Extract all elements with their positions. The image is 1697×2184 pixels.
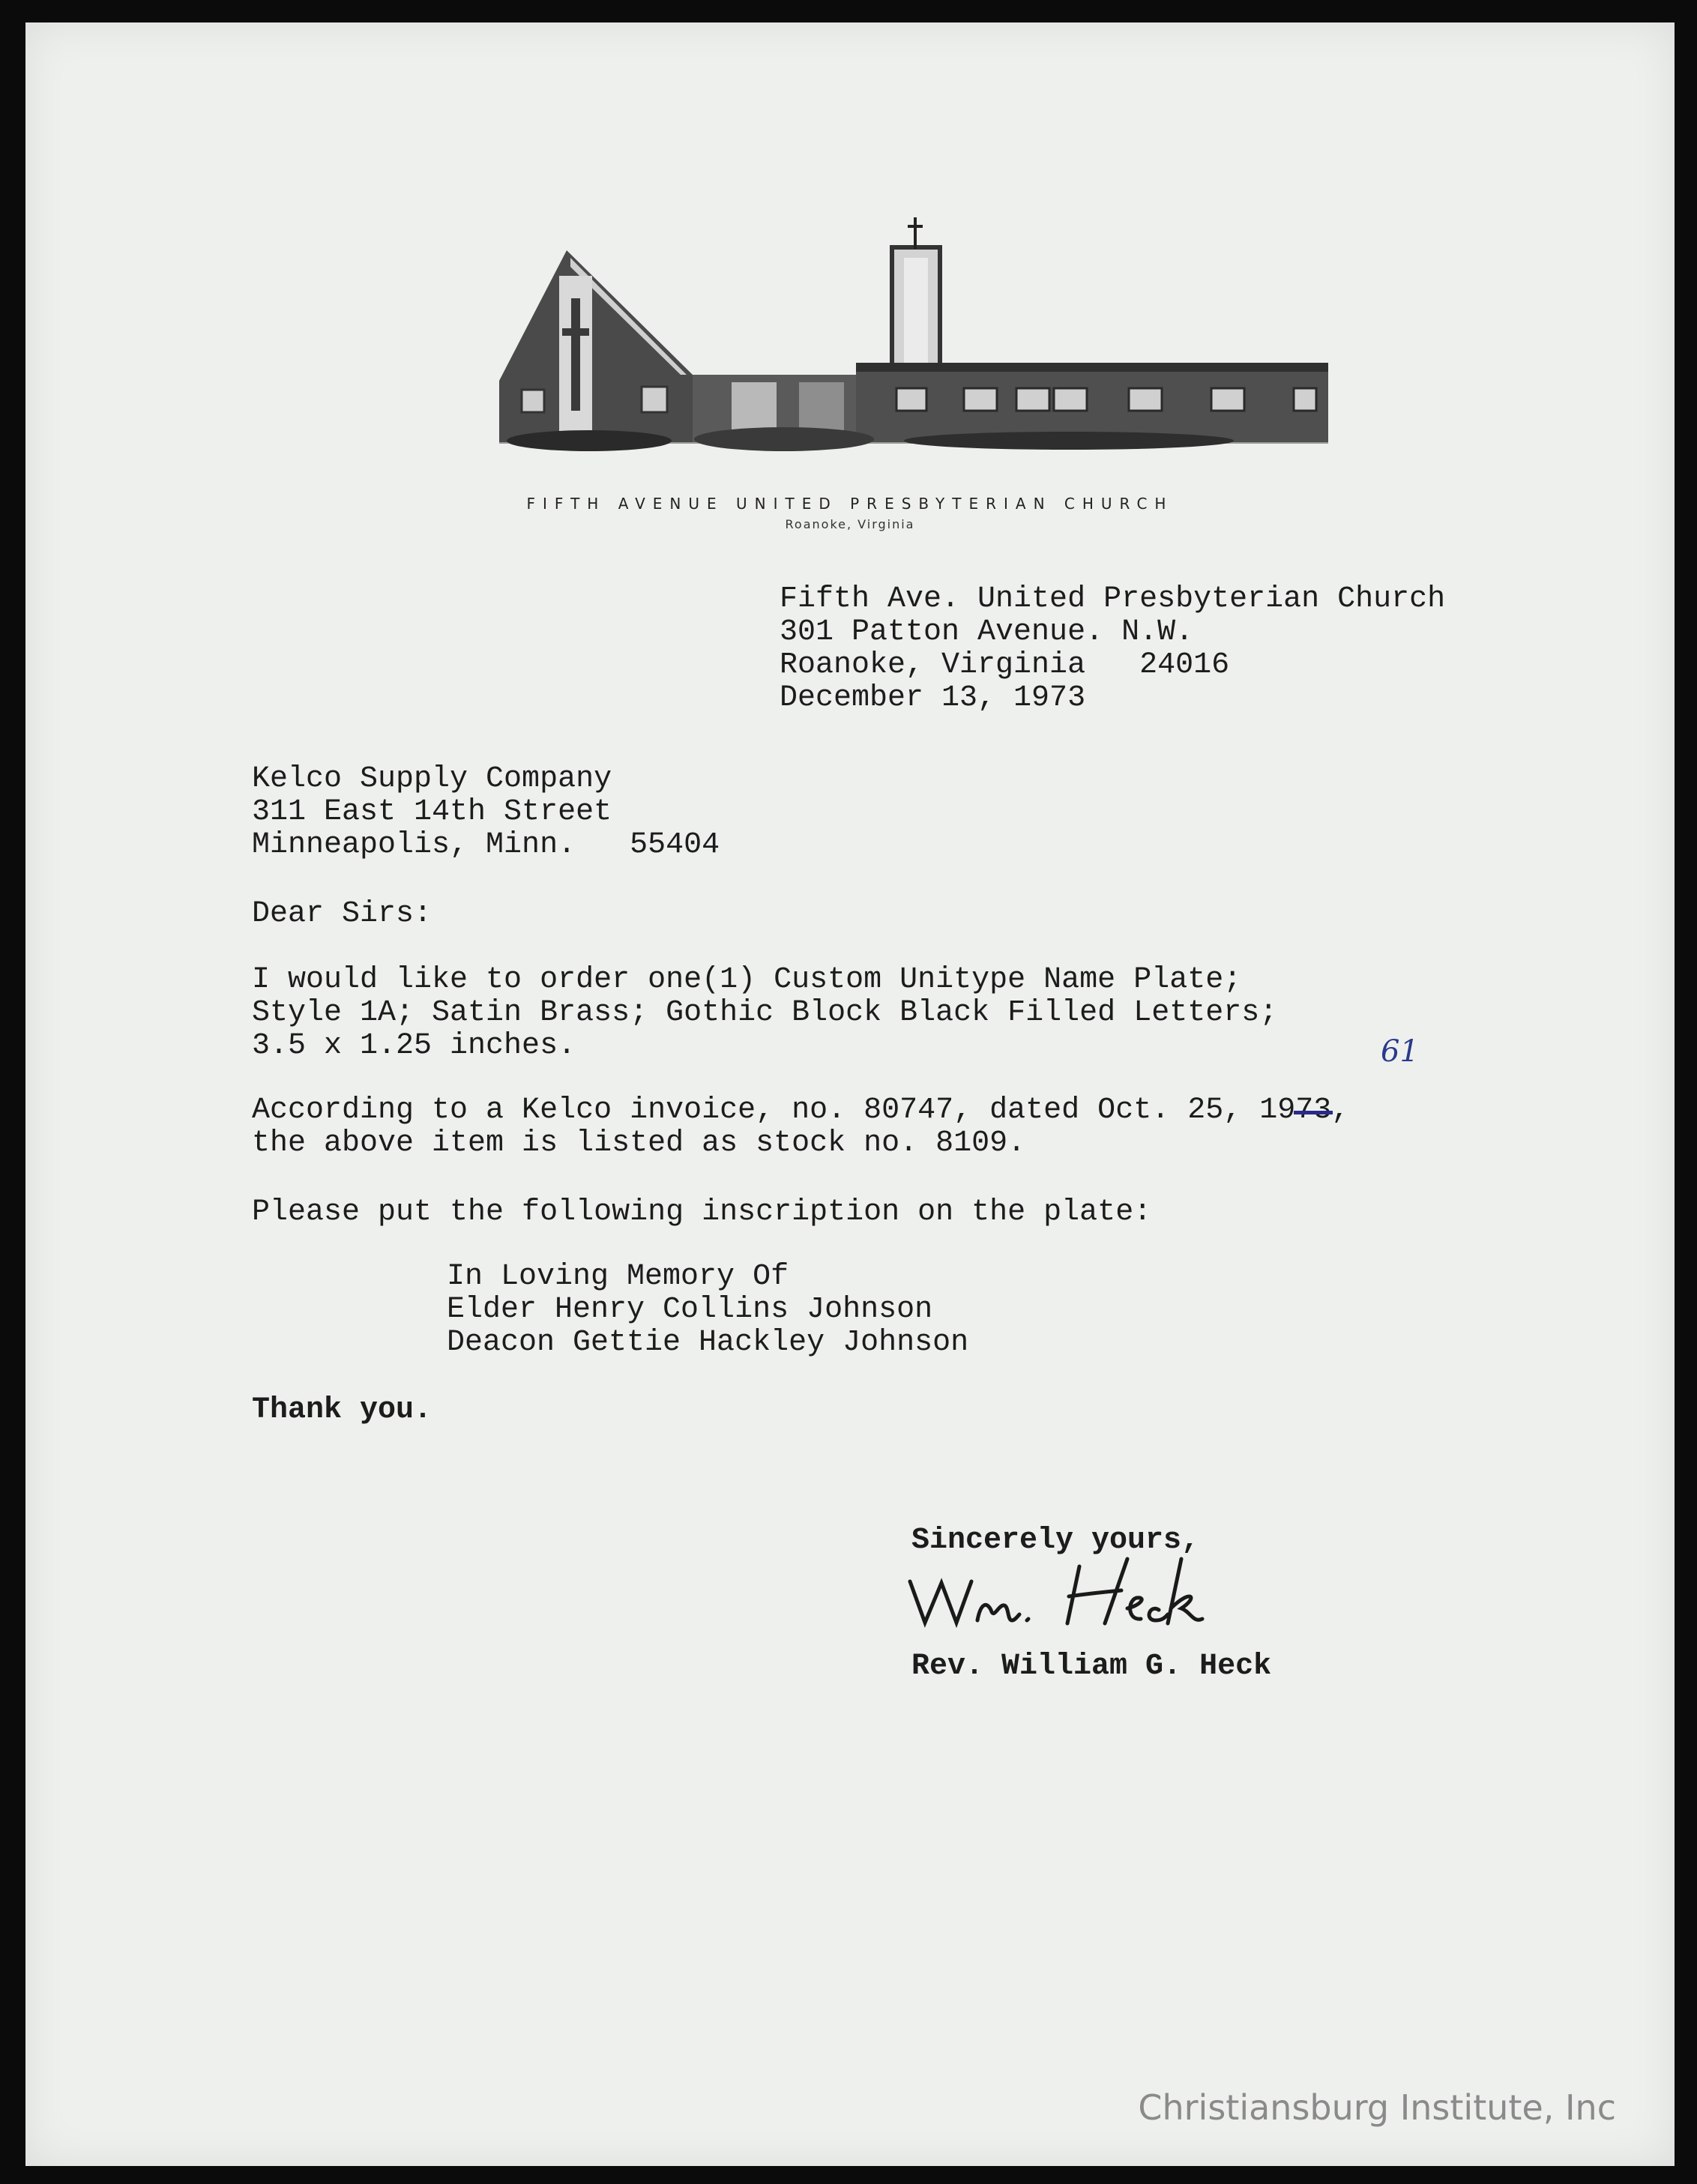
- recipient-line-1: Kelco Supply Company: [252, 762, 612, 796]
- paragraph-3: Please put the following inscription on the plate:: [252, 1195, 1152, 1229]
- closing: Sincerely yours,: [911, 1524, 1200, 1557]
- letterhead-church-name: FIFTH AVENUE UNITED PRESBYTERIAN CHURCH: [526, 495, 1174, 513]
- paragraph-2-line-2: the above item is listed as stock no. 8109.: [252, 1126, 1026, 1160]
- paragraph-2-prefix: According to a Kelco invoice, no. 80747, dated Oct. 25, 19: [252, 1093, 1296, 1127]
- inscription-line-3: Deacon Gettie Hackley Johnson: [447, 1326, 969, 1360]
- inscription-line-1: In Loving Memory Of: [447, 1260, 789, 1294]
- salutation: Dear Sirs:: [252, 897, 432, 931]
- paragraph-2-suffix: ,: [1331, 1093, 1350, 1127]
- sender-line-3: Roanoke, Virginia 24016: [780, 648, 1230, 682]
- church-building-icon: [499, 186, 1328, 463]
- letter-page: [25, 22, 1675, 2166]
- paragraph-1-line-3: 3.5 x 1.25 inches.: [252, 1029, 576, 1063]
- paragraph-1-line-2: Style 1A; Satin Brass; Gothic Block Black Filled Letters;: [252, 996, 1278, 1030]
- signature: [902, 1551, 1247, 1634]
- thank-you: Thank you.: [252, 1393, 432, 1427]
- paragraph-2-line-1: [252, 1094, 1349, 1127]
- inscription-line-2: Elder Henry Collins Johnson: [447, 1293, 933, 1327]
- sender-line-1: Fifth Ave. United Presbyterian Church: [780, 582, 1446, 616]
- letterhead-city: Roanoke, Virginia: [785, 517, 915, 531]
- struck-year-digits: 73: [1295, 1093, 1332, 1127]
- signer-name: Rev. William G. Heck: [911, 1650, 1272, 1683]
- recipient-line-2: 311 East 14th Street: [252, 795, 612, 829]
- letter-date: December 13, 1973: [780, 681, 1086, 715]
- handwritten-correction: 61: [1381, 1034, 1419, 1069]
- watermark: Christiansburg Institute, Inc: [1138, 2087, 1616, 2128]
- paragraph-1-line-1: I would like to order one(1) Custom Unitype Name Plate;: [252, 963, 1242, 997]
- recipient-line-3: Minneapolis, Minn. 55404: [252, 828, 720, 862]
- sender-line-2: 301 Patton Avenue. N.W.: [780, 615, 1194, 649]
